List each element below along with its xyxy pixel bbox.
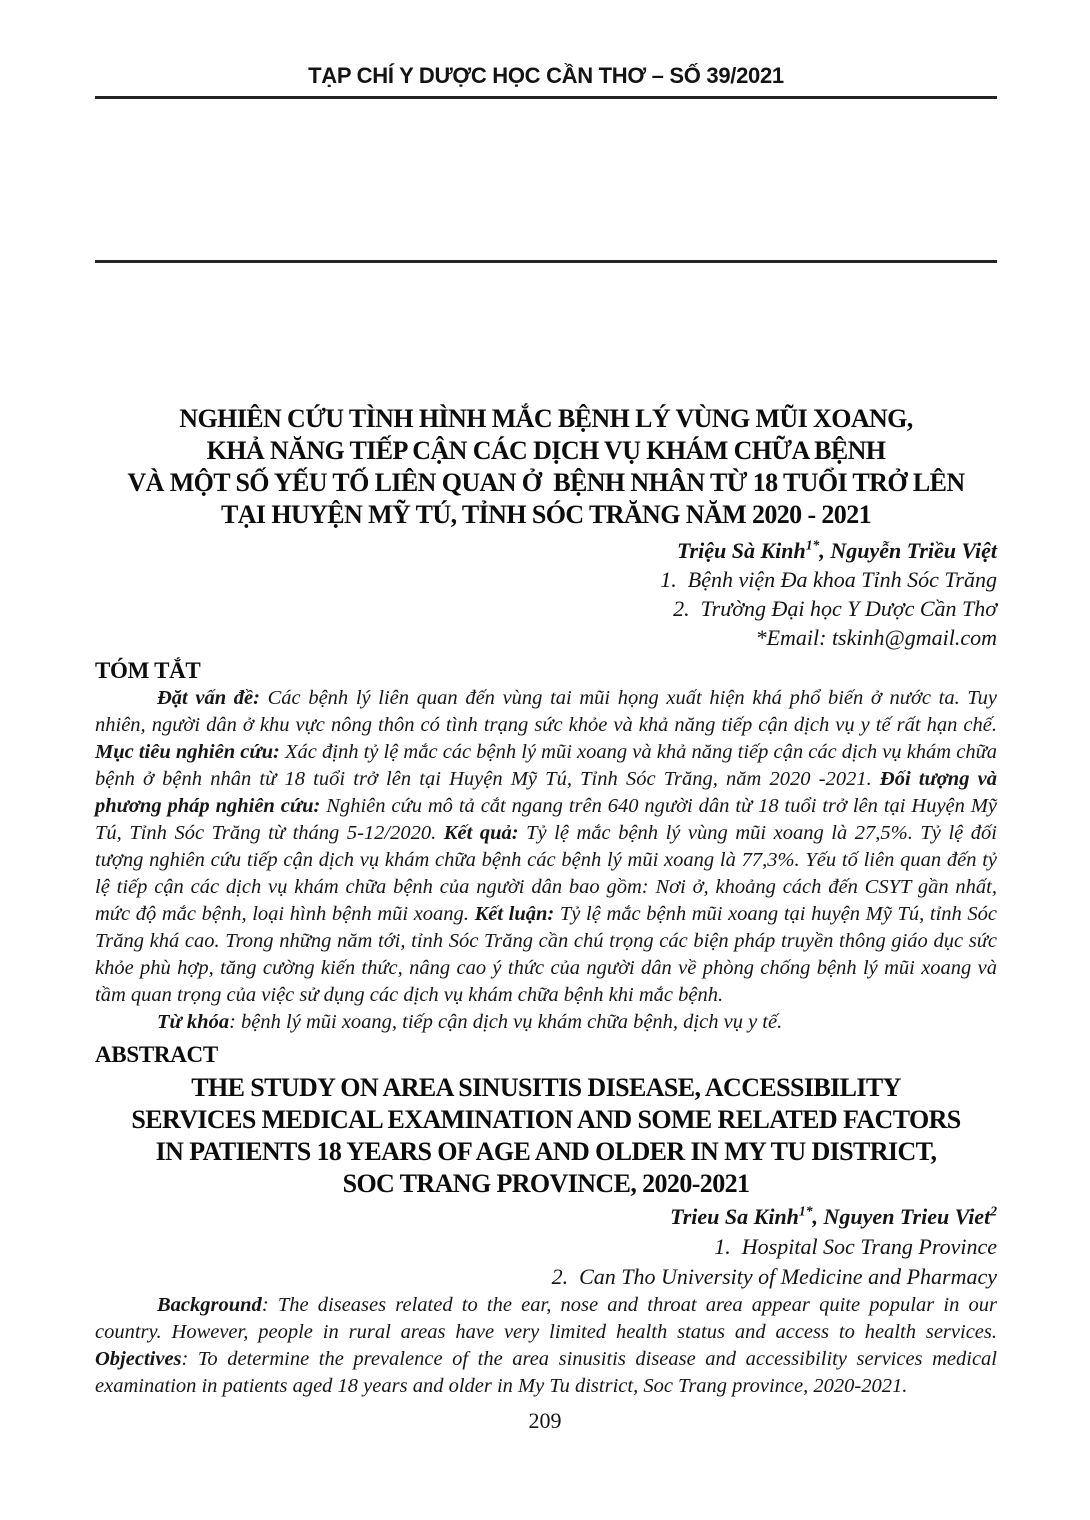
- affiliation-en-2: 2. Can Tho University of Medicine and Pharmacy: [551, 1264, 997, 1289]
- article-title-en: [95, 1072, 997, 1200]
- title-line-vi-4: TẠI HUYỆN MỸ TÚ, TỈNH SÓC TRĂNG NĂM 2020 - 2021: [220, 500, 872, 529]
- title-line-vi-1: NGHIÊN CỨU TÌNH HÌNH MẮC BỆNH LÝ VÙNG MŨI XOANG,: [179, 404, 913, 433]
- keywords-vi-line: Từ khóa: bệnh lý mũi xoang, tiếp cận dịch vụ khám chữa bệnh, dịch vụ y tế.: [157, 1011, 783, 1033]
- title-line-en-3: IN PATIENTS 18 YEARS OF AGE AND OLDER IN MY TU DISTRICT,: [155, 1137, 937, 1166]
- email-line: *Email: tskinh@gmail.com: [755, 625, 997, 650]
- title-line-en-1: THE STUDY ON AREA SINUSITIS DISEASE, ACCESSIBILITY: [191, 1073, 901, 1102]
- title-line-vi-2: KHẢ NĂNG TIẾP CẬN CÁC DỊCH VỤ KHÁM CHỮA BỆNH: [206, 436, 886, 465]
- journal-header: TẠP CHÍ Y DƯỢC HỌC CẦN THƠ – SỐ 39/2021: [308, 63, 784, 88]
- page-number: 209: [528, 1408, 562, 1433]
- affiliation-vi-1: 1. Bệnh viện Đa khoa Tỉnh Sóc Trăng: [660, 567, 997, 592]
- authors-block-vi: [95, 536, 997, 652]
- affiliation-en-1: 1. Hospital Soc Trang Province: [714, 1234, 997, 1259]
- header-rule-top: [95, 96, 997, 99]
- title-line-en-2: SERVICES MEDICAL EXAMINATION AND SOME RELATED FACTORS: [131, 1105, 961, 1134]
- authors-vi: Triệu Sà Kinh$^{1*}$, Nguyễn Triều Việt: [676, 537, 997, 563]
- authors-block-en: [95, 1202, 997, 1292]
- tom-tat-heading: TÓM TẮT: [95, 658, 201, 683]
- title-line-en-4: SOC TRANG PROVINCE, 2020-2021: [342, 1169, 750, 1198]
- abstract-vi-paragraph: Đặt vấn đề: Các bệnh lý liên quan đến vùng tai mũi họng xuất hiện khá phổ biến ở nước ta. Tuy nhiên, người dân ở khu vực nông thôn có tình trạng sức khỏe và khả năng tiếp cận dịch vụ y tế rất hạn chế. Mục tiêu nghiên cứu: Xác định tỷ lệ mắc các bệnh lý mũi xoang và khả năng tiếp cận các dịch vụ khám chữa bệnh ở bệnh nhân từ 18 tuổi trở lên tại Huyện Mỹ Tú, Tỉnh Sóc Trăng, năm 2020 -2021. Đối tượng và phương pháp nghiên cứu: Nghiên cứu mô tả cắt ngang trên 640 người dân từ 18 tuổi trở lên tại Huyện Mỹ Tú, Tỉnh Sóc Trăng từ tháng 5-12/2020. Kết quả: Tỷ lệ mắc bệnh lý vùng mũi xoang là 27,5%. Tỷ lệ đối tượng nghiên cứu tiếp cận dịch vụ khám chữa bệnh các bệnh lý mũi xoang là 77,3%. Yếu tố liên quan đến tỷ lệ tiếp cận các dịch vụ khám chữa bệnh của người dân bao gồm: Nơi ở, khoảng cách đến CSYT gần nhất, mức độ mắc bệnh, loại hình bệnh mũi xoang. Kết luận: Tỷ lệ mắc bệnh mũi xoang tại huyện Mỹ Tú, tỉnh Sóc Trăng khá cao. Trong những năm tới, tỉnh Sóc Trăng cần chú trọng các biện pháp truyền thông giáo dục sức khỏe phù hợp, tăng cường kiến thức, nâng cao ý thức của người dân về phòng chống bệnh lý mũi xoang và tầm quan trọng của việc sử dụng các dịch vụ khám chữa bệnh khi mắc bệnh.: [95, 687, 998, 1006]
- abstract-en-paragraph: Background: The diseases related to the ear, nose and throat area appear quite popular in our country. However, people in rural areas have very limited health status and access to health services. Objectives: To determine the prevalence of the area sinusitis disease and accessibility services medical examination in patients aged 18 years and older in My Tu district, Soc Trang province, 2020-2021.: [95, 1294, 997, 1397]
- header-rule-bottom: [95, 260, 997, 263]
- title-line-vi-3: VÀ MỘT SỐ YẾU TỐ LIÊN QUAN Ở BỆNH NHÂN TỪ 18 TUỔI TRỞ LÊN: [127, 468, 965, 497]
- article-title-vi: [95, 403, 997, 531]
- authors-en: Trieu Sa Kinh$^{1*}$, Nguyen Trieu Viet$^2$: [670, 1203, 997, 1229]
- affiliation-vi-2: 2. Trường Đại học Y Dược Cần Thơ: [673, 596, 997, 621]
- abstract-heading-en: ABSTRACT: [95, 1042, 218, 1067]
